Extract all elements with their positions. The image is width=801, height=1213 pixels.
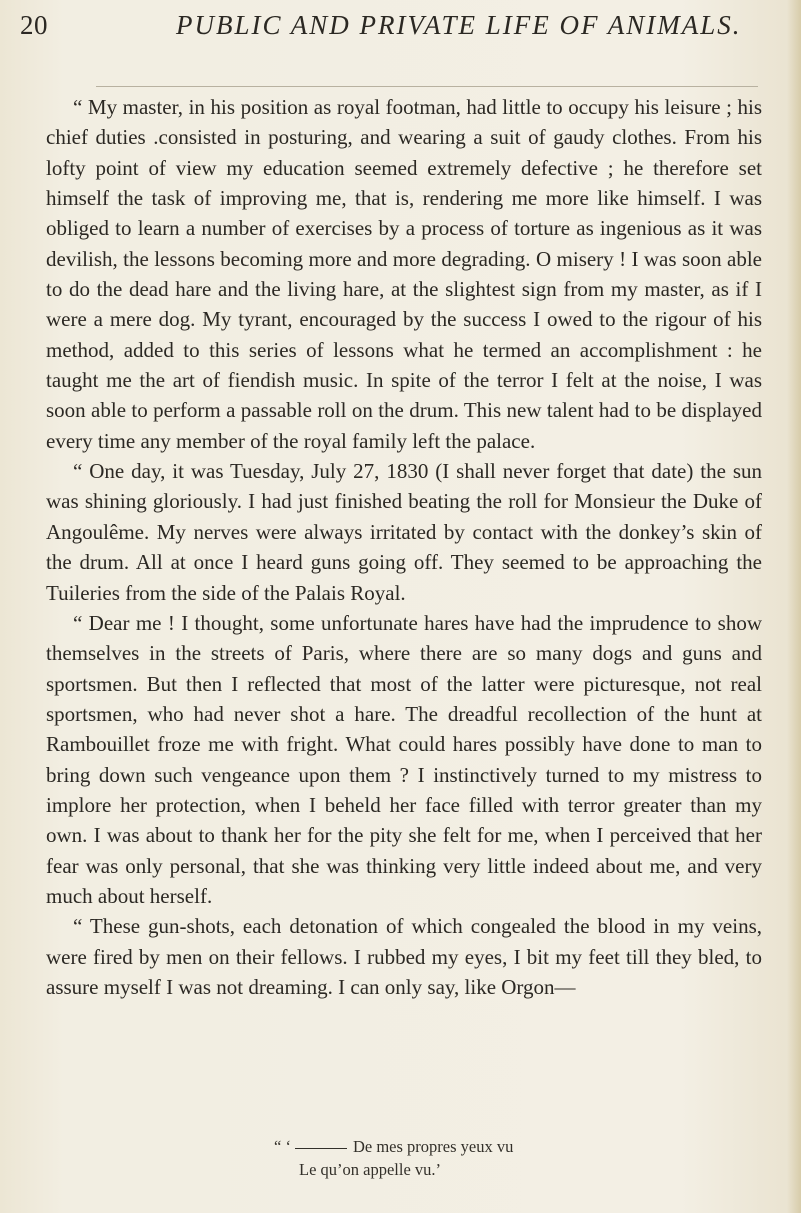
verse-line-text: De mes propres yeux vu <box>352 1137 514 1156</box>
paragraph: “ These gun-shots, each detonation of which congealed the blood in my veins, were fired by men on their fellows. I rubbed my eyes, I bit my feet till they bled, to assure myself I was not dreaming. I can only say, like Orgon— <box>46 914 762 999</box>
paragraph: “ My master, in his position as royal footman, had little to occupy his leisure ; his chief duties .consisted in posturing, and wearing a suit of gaudy clothes. From his lofty point of view my education seemed extremely defective ; he therefore set himself the task of improving me, that is, rendering me more like himself. I was obliged to learn a number of exercises by a process of torture as ingenious as it was devilish, the lessons becoming more and more degrading. O misery ! I was soon able to do the dead hare and the living hare, at the slightest sign from my master, as if I were a mere dog. My tyrant, encouraged by the success I owed to the rigour of his method, added to this series of lessons what he termed an accomplishment : he taught me the art of fiendish music. In spite of the terror I felt at the noise, I was soon able to perform a passable roll on the drum. This new talent had to be displayed every time any member of the royal family left the palace. <box>46 95 762 453</box>
page-number: 20 <box>20 10 48 40</box>
verse-line <box>274 1136 513 1158</box>
page-edge-shadow <box>787 0 801 1213</box>
header-rule <box>96 86 758 87</box>
verse-line-text: Le qu’on appelle vu.’ <box>299 1160 442 1179</box>
paragraph: “ One day, it was Tuesday, July 27, 1830 (I shall never forget that date) the sun was shining gloriously. I had just finished beating the roll for Monsieur the Duke of Angoulême. My nerves were always irritated by contact with the donkey’s skin of the drum. All at once I heard guns going off. They seemed to be approaching the Tuileries from the side of the Palais Royal. <box>46 459 762 605</box>
em-dash-rule <box>295 1148 347 1149</box>
verse-open-quote: “ ‘ <box>274 1137 291 1156</box>
running-title: PUBLIC AND PRIVATE LIFE OF ANIMALS. <box>176 10 742 40</box>
body-text <box>46 92 762 1002</box>
page-header <box>20 4 780 54</box>
paragraph: “ Dear me ! I thought, some unfortunate hares have had the imprudence to show themselves in the streets of Paris, where there are so many dogs and guns and sportsmen. But then I reflected that most of the latter were picturesque, not real sportsmen, who had never shot a hare. The dreadful recollection of the hunt at Rambouillet froze me with fright. What could hares possibly have done to man to bring down such vengeance upon them ? I instinctively turned to my mistress to implore her protection, when I beheld her face filled with terror greater than my own. I was about to thank her for the pity she felt for me, when I perceived that her fear was only personal, that she was thinking very little indeed about me, and very much about herself. <box>46 610 762 908</box>
verse-line <box>299 1159 441 1181</box>
